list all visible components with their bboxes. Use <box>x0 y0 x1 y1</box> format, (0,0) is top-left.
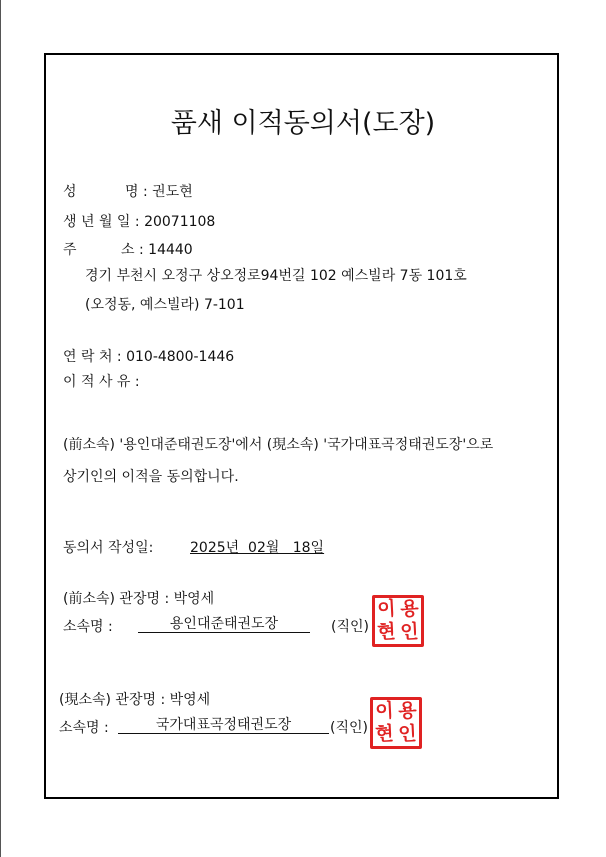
date-value: 2025년 02월 18일 <box>190 540 325 556</box>
previous-director-name: 박영세 <box>173 591 215 607</box>
contact-row <box>63 346 234 366</box>
seal-char: 인 <box>399 620 420 644</box>
contact-value: 010-4800-1446 <box>126 349 235 365</box>
previous-affiliation-label: 소속명 : <box>63 619 113 635</box>
seal-char: 이 <box>374 699 395 723</box>
address-postcode: 14440 <box>148 242 193 258</box>
current-director-name: 박영세 <box>169 692 211 708</box>
previous-seal-stamp <box>372 595 424 647</box>
name-label-2: 명 : <box>125 184 148 200</box>
reason-line-1: (前소속) '용인대준태권도장'에서 (現소속) '국가대표곡정태권도장'으로 <box>63 437 494 453</box>
name-value: 권도현 <box>152 184 193 200</box>
reason-label: 이 적 사 유 : <box>63 374 140 390</box>
previous-sign-label: (직인) <box>331 619 369 635</box>
name-label-1: 성 <box>63 184 77 200</box>
seal-char: 현 <box>376 620 397 644</box>
current-affiliation-value: 국가대표곡정태권도장 <box>118 717 329 734</box>
current-affiliation-row <box>59 717 368 737</box>
address-label-1: 주 <box>63 242 77 258</box>
reason-line-2: 상기인의 이적을 동의합니다. <box>63 469 239 485</box>
current-director-label: (現소속) 관장명 : <box>59 692 166 708</box>
address-line-2: (오정동, 예스빌라) 7-101 <box>85 297 245 313</box>
address-label-2: 소 : <box>121 242 144 258</box>
seal-char: 이 <box>376 597 397 621</box>
seal-char: 용 <box>397 699 418 723</box>
birth-row <box>63 211 215 231</box>
previous-affiliation-row <box>63 616 369 636</box>
seal-char: 현 <box>374 722 395 746</box>
date-label: 동의서 작성일: <box>63 540 154 556</box>
previous-affiliation-value: 용인대준태권도장 <box>138 616 310 633</box>
seal-char: 용 <box>399 597 420 621</box>
current-affiliation-label: 소속명 : <box>59 720 109 736</box>
current-director-row <box>59 689 210 709</box>
previous-director-row <box>63 588 214 608</box>
contact-label: 연 락 처 : <box>63 349 122 365</box>
document-frame <box>44 53 559 799</box>
address-line-1: 경기 부천시 오정구 상오정로94번길 102 예스빌라 7동 101호 <box>85 268 467 284</box>
name-row <box>63 181 193 201</box>
seal-char: 인 <box>397 722 418 746</box>
date-row <box>63 537 325 557</box>
address-row <box>63 239 193 259</box>
document-title: 품새 이적동의서(도장) <box>170 108 436 139</box>
current-sign-label: (직인) <box>330 720 368 736</box>
birth-value: 20071108 <box>144 214 216 230</box>
current-seal-stamp <box>370 697 422 749</box>
previous-director-label: (前소속) 관장명 : <box>63 591 170 607</box>
birth-label: 생 년 월 일 : <box>63 214 140 230</box>
